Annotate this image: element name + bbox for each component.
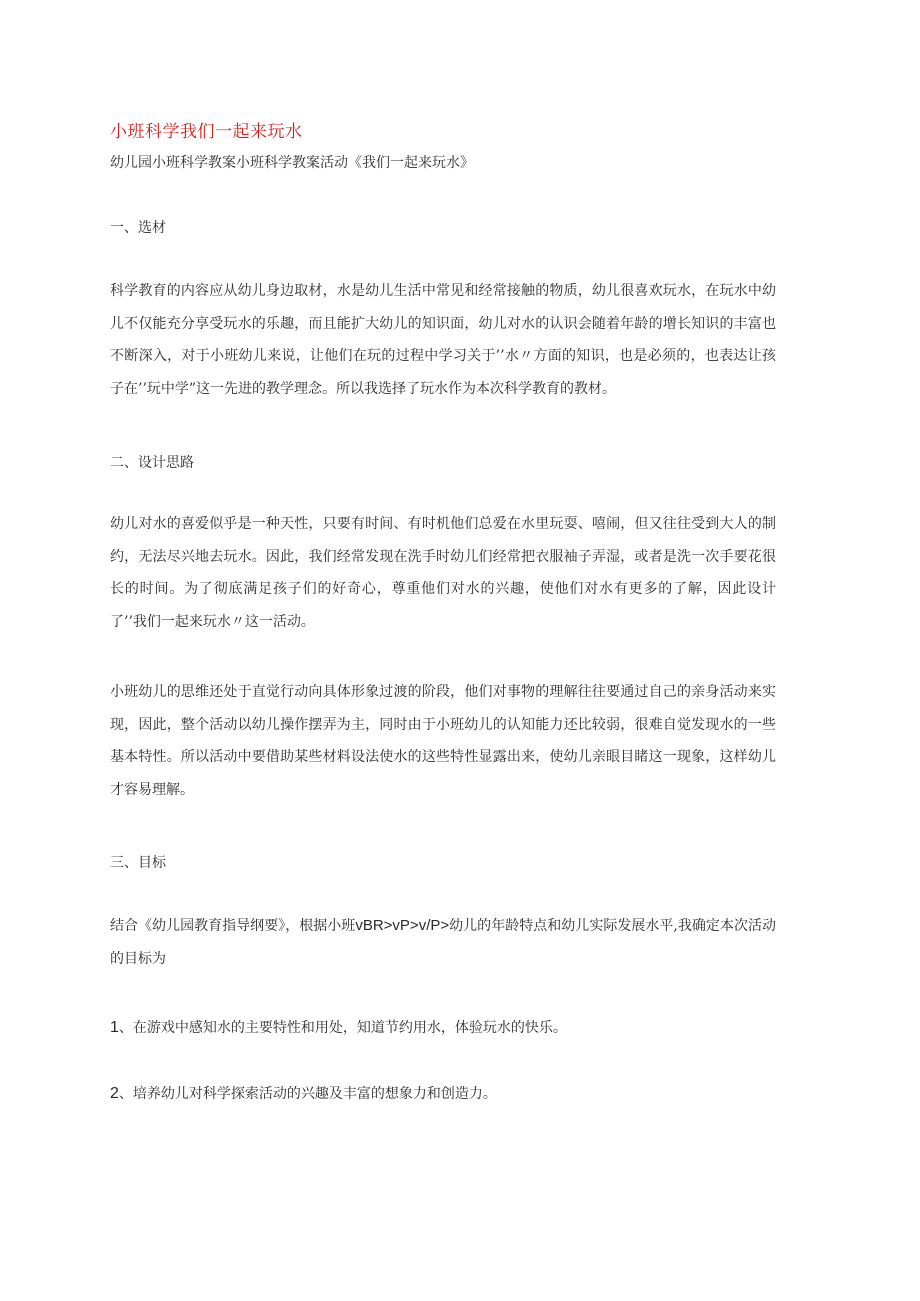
goal-text-1: 、在游戏中感知水的主要特性和用处，知道节约用水，体验玩水的快乐。 — [118, 1020, 567, 1036]
section-heading-goals: 三、目标 — [110, 855, 166, 871]
goal-number-2: 2 — [110, 1085, 119, 1102]
paragraph-goals-intro — [110, 910, 776, 975]
document-title: 小班科学我们一起来玩水 — [110, 122, 303, 142]
goal-number-1: 1 — [110, 1019, 119, 1036]
goals-intro-code: vBR>vP>v/P> — [355, 917, 450, 934]
paragraph-design-1: 幼儿对水的喜爱似乎是一种天性，只要有时间、有时机他们总爱在水里玩耍、嘻闹，但又往往受到大人的制约，无法尽兴地去玩水。因此，我们经常发现在洗手时幼儿们经常把衣服袖子弄湿，或者是洗一次手要花很长的时间。为了彻底满足孩子们的好奇心，尊重他们对水的兴趣，使他们对水有更多的了解，因此设计了’’我们一起来玩水〃这一活动。 — [110, 516, 776, 630]
goals-intro-before: 结合《幼儿园教育指导纲要》，根据小班 — [110, 918, 356, 934]
document-subtitle: 幼儿园小班科学教案小班科学教案活动《我们一起来玩水》 — [110, 155, 474, 171]
paragraph-selection: 科学教育的内容应从幼儿身边取材，水是幼儿生活中常见和经常接触的物质，幼儿很喜欢玩水，在玩水中幼儿不仅能充分享受玩水的乐趣，而且能扩大幼儿的知识面，幼儿对水的认识会随着年龄的增长知识的丰富也不断深入，对于小班幼儿来说，让他们在玩的过程中学习关于’’水〃方面的知识，也是必须的，也表达让孩子在’’玩中学”这一先进的教学理念。所以我选择了玩水作为本次科学教育的教材。 — [110, 283, 776, 397]
goal-text-2: 、培养幼儿对科学探索活动的兴趣及丰富的想象力和创造力。 — [118, 1086, 497, 1102]
section-heading-selection: 一、选材 — [110, 220, 166, 236]
goals-intro-after: 幼儿的年龄特点和幼儿实际发展水平,我确定本次活动的目标为 — [110, 918, 777, 967]
paragraph-design-2: 小班幼儿的思维还处于直觉行动向具体形象过渡的阶段，他们对事物的理解往往要通过自己的亲身活动来实现，因此，整个活动以幼儿操作摆弄为主，同时由于小班幼儿的认知能力还比较弱，很难自觉发现水的一些基本特性。所以活动中要借助某些材料设法使水的这些特性显露出来，使幼儿亲眼目睹这一现象，这样幼儿才容易理解。 — [110, 684, 776, 798]
goal-item-2 — [110, 1078, 776, 1111]
goal-item-1 — [110, 1012, 776, 1045]
section-heading-design: 二、设计思路 — [110, 455, 194, 471]
